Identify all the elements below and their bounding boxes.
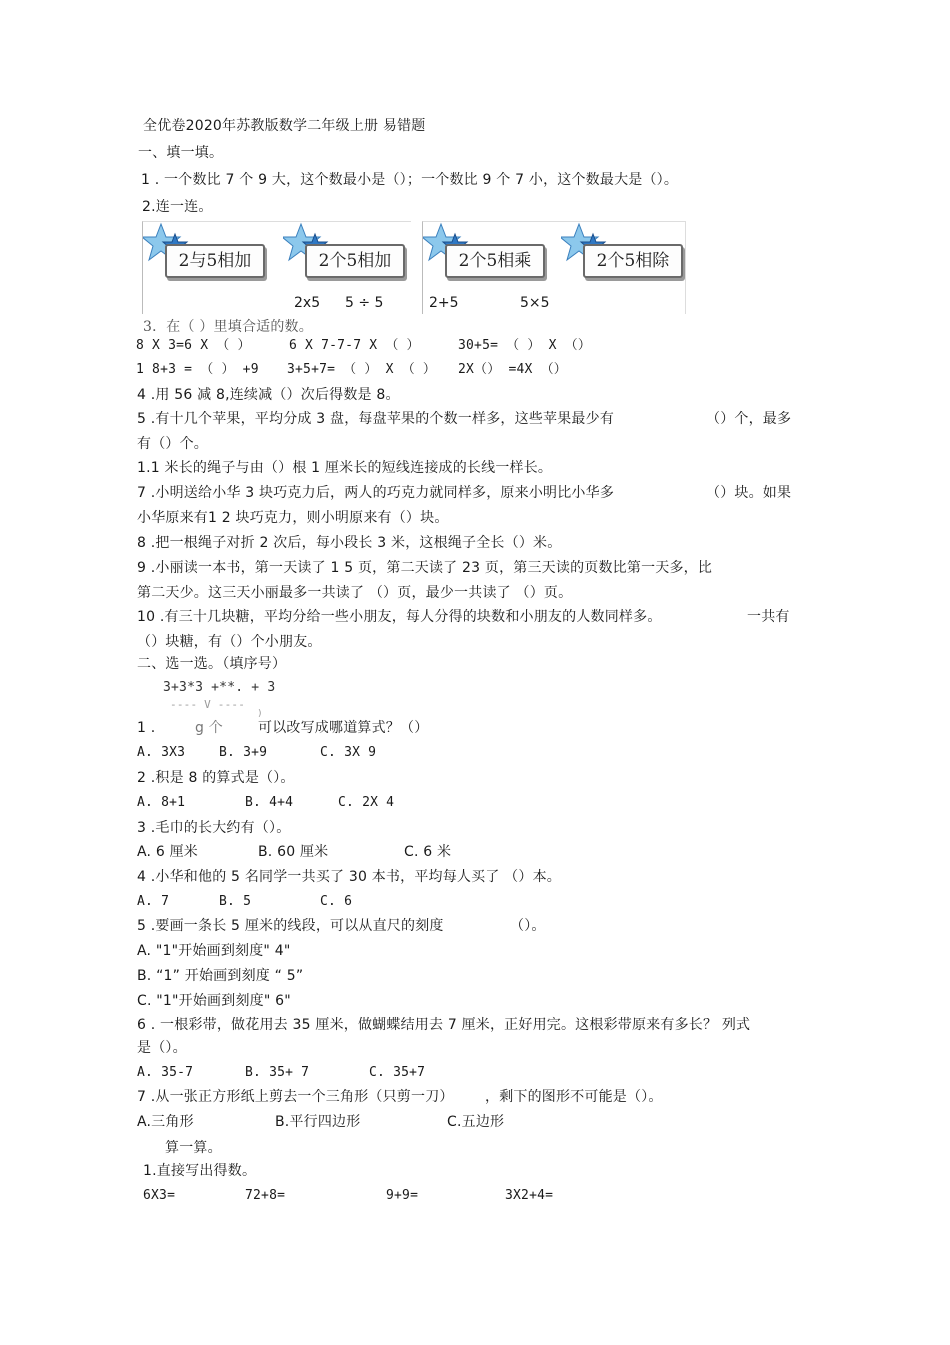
choice-question-1-text: 可以改写成哪道算式？（） (258, 720, 429, 736)
section-heading: 二、选一选。（填序号） (137, 656, 287, 672)
match-card (429, 244, 544, 276)
option: B. 3+9 (219, 745, 268, 760)
option: B.平行四边形 (275, 1114, 361, 1130)
option: B. 35+ 7 (245, 1065, 310, 1080)
option: C. "1"开始画到刻度" 6" (137, 993, 291, 1009)
choice-question-3: 3 .毛巾的长大约有（）。 (137, 820, 291, 836)
match-expression: 2+5 (429, 295, 459, 311)
question-7-tail: （）块。如果 (706, 485, 792, 501)
question-9-cont: 第二天少。这三天小丽最多一共读了 （）页，最少一共读了 （）页。 (137, 585, 573, 601)
card-label: 2个5相除 (583, 244, 683, 278)
q3-item: 30+5= （ ） X （） (458, 338, 592, 353)
choice-question-2: 2 .积是 8 的算式是（）。 (137, 770, 295, 786)
choice-question-1: 1 . (137, 720, 156, 736)
option: C.五边形 (447, 1114, 505, 1130)
choice-question-1-g: g 个 (195, 720, 223, 736)
question-10-cont: （）块糖，有（）个小朋友。 (137, 634, 322, 650)
match-card (567, 244, 682, 276)
q3-item: 2X（） =4X （） (458, 362, 567, 377)
question-8: 8 .把一根绳子对折 2 次后，每小段长 3 米，这根绳子全长（）米。 (137, 535, 562, 551)
option: A. 8+1 (137, 795, 186, 810)
choice-question-5: 5 .要画一条长 5 厘米的线段，可以从直尺的刻度 (137, 918, 444, 934)
card-label: 2个5相加 (305, 244, 405, 278)
page-title: 全优卷2020年苏教版数学二年级上册 易错题 (143, 118, 426, 134)
card-label: 2与5相加 (165, 244, 265, 278)
q3-item: 3+5+7= （ ） X （ ） (287, 362, 437, 377)
card-label: 2个5相乘 (445, 244, 545, 278)
option: C. 35+7 (369, 1065, 426, 1080)
question-7-cont: 小华原来有1 2 块巧克力，则小明原来有（）块。 (137, 510, 449, 526)
calc-item: 6X3= (143, 1188, 176, 1203)
choice-question-5-tail: （）。 (510, 918, 546, 934)
option: A. 3X3 (137, 745, 186, 760)
matching-card-group-right (422, 221, 686, 314)
choice-question-6: 6 . 一根彩带，做花用去 35 厘米，做蝴蝶结用去 7 厘米，正好用完。这根彩带原来有多长？ 列式 (137, 1017, 751, 1033)
option: B. 4+4 (245, 795, 294, 810)
question-3: 3．在（ ）里填合适的数。 (143, 319, 313, 335)
calc-item: 72+8= (245, 1188, 286, 1203)
option: A. "1"开始画到刻度" 4" (137, 943, 291, 959)
choice-question-4: 4 .小华和他的 5 名同学一共买了 30 本书，平均每人买了 （）本。 (137, 869, 561, 885)
choice-question-6-cont: 是（）。 (137, 1040, 187, 1056)
option: C. 3X 9 (320, 745, 377, 760)
choice-question-7: 7 .从一张正方形纸上剪去一个三角形（只剪一刀） (137, 1089, 454, 1105)
question-6: 1.1 米长的绳子与由（）根 1 厘米长的短线连接成的长线一样长。 (137, 460, 553, 476)
match-expression: 5×5 (520, 295, 550, 311)
question-5: 5 .有十几个苹果，平均分成 3 盘，每盘苹果的个数一样多，这些苹果最少有 (137, 411, 615, 427)
expression-figure: ---- V ---- (170, 698, 246, 711)
calc-item: 9+9= (386, 1188, 419, 1203)
match-expression: 2x5 (294, 295, 321, 311)
question-4: 4 .用 56 减 8,连续减（）次后得数是 8。 (137, 387, 400, 403)
q3-item: 6 X 7-7-7 X （ ） (289, 338, 420, 353)
match-expression: 5 ÷ 5 (345, 295, 384, 311)
question-10-tail: 一共有 (747, 609, 790, 625)
question-5-cont: 有（）个。 (137, 436, 208, 452)
q3-item: 1 8+3 = （ ） +9 (136, 362, 259, 377)
option: A. 6 厘米 (137, 844, 198, 860)
option: B. 60 厘米 (258, 844, 329, 860)
q3-item: 8 X 3=6 X （ ） (136, 338, 251, 353)
question-1: 1 . 一个数比 7 个 9 大，这个数最小是（）；一个数比 9 个 7 小，这个数最大是（）。 (141, 172, 679, 188)
expression-figure: ) (258, 709, 262, 719)
option: A.三角形 (137, 1114, 194, 1130)
question-10: 10 .有三十几块糖，平均分给一些小朋友，每人分得的块数和小朋友的人数同样多。 (137, 609, 662, 625)
section-heading: 算一算。 (165, 1140, 222, 1156)
option: C. 2X 4 (338, 795, 395, 810)
question-9: 9 .小丽读一本书，第一天读了 1 5 页，第二天读了 23 页，第三天读的页数比第一天多，比 (137, 560, 713, 576)
option: B. “1” 开始画到刻度 “ 5” (137, 968, 304, 984)
calc-question-1: 1.直接写出得数。 (143, 1163, 257, 1179)
option: A. 35-7 (137, 1065, 194, 1080)
calc-item: 3X2+4= (505, 1188, 554, 1203)
choice-question-7-tail: ，剩下的图形不可能是（）。 (485, 1089, 663, 1105)
match-card (149, 244, 264, 276)
option: A. 7 (137, 894, 170, 909)
option: B. 5 (219, 894, 252, 909)
question-7: 7 .小明送给小华 3 块巧克力后，两人的巧克力就同样多，原来小明比小华多 (137, 485, 615, 501)
section-heading: 一、填一填。 (138, 145, 224, 161)
expression-figure: 3+3*3 +**. + 3 (163, 680, 276, 695)
match-card (289, 244, 404, 276)
option: C. 6 米 (404, 844, 452, 860)
option: C. 6 (320, 894, 353, 909)
question-2: 2.连一连。 (142, 199, 213, 215)
question-5-tail: （）个，最多 (706, 411, 792, 427)
